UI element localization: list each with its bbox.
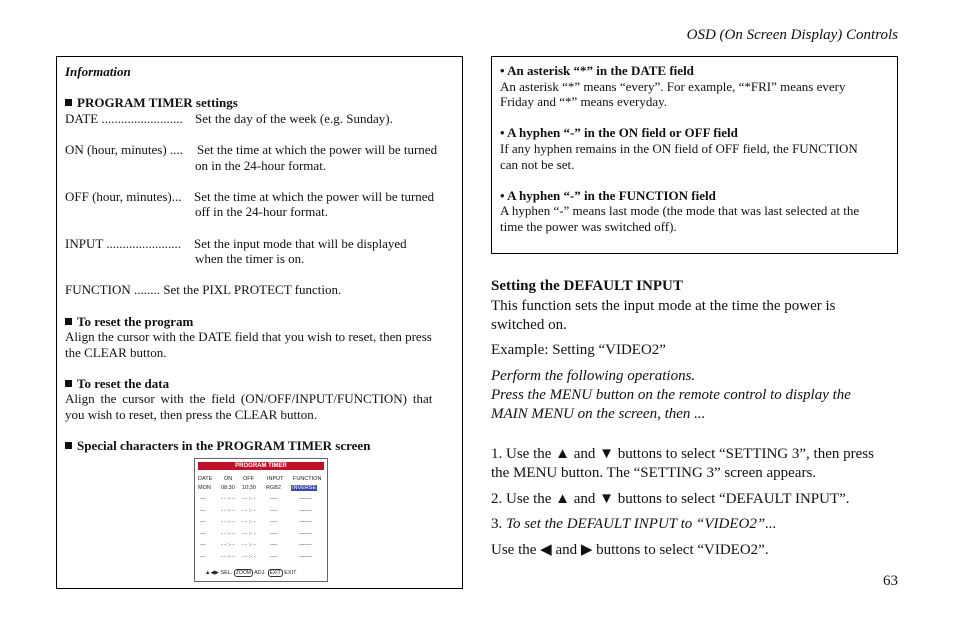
osd-empty-cell: ------- [299,496,312,502]
osd-empty-cell: - - :- - [242,530,256,537]
osd-empty-cell: - - :- - [242,519,256,525]
osd-empty-cell: - - :- - [221,542,235,548]
hyphen-on-off-heading: • A hyphen “-” in the ON field or OFF field [500,125,738,140]
zoom-key-icon: ZOOM [235,570,251,576]
osd-empty-cell: ---- [270,530,278,537]
bullet-square-icon [65,99,72,106]
osd-empty-cell: --- [200,496,206,502]
osd-empty-cell: --- [200,542,206,548]
program-timer-settings-heading: PROGRAM TIMER settings [65,95,238,111]
running-header: OSD (On Screen Display) Controls [686,27,898,43]
input-description-line1: Set the input mode that will be displayed [194,236,407,251]
osd-header-on: ON [224,476,233,482]
osd-empty-cell: ---- [270,553,278,560]
osd-empty-cell: --- [200,530,206,537]
special-characters-heading: Special characters in the PROGRAM TIMER screen [65,438,370,454]
osd-empty-cell: ---- [270,542,278,548]
osd-cell-on: 08:30 [221,485,235,491]
osd-empty-cell: - - :- - [221,553,235,560]
reset-data-heading: To reset the data [65,376,169,392]
osd-empty-cell: - - :- - [242,553,256,560]
osd-empty-cell: --- [200,507,206,514]
instruction-line2: Press the MENU button on the remote control to display the [491,387,851,403]
osd-empty-cell: - - :- - [242,496,256,502]
default-input-desc-line2: switched on. [491,317,567,333]
osd-header-off: OFF [243,476,254,482]
osd-empty-cell: - - :- - [242,507,256,514]
hyphen-function-heading: • A hyphen “-” in the FUNCTION field [500,188,716,203]
info-heading: Information [65,64,131,79]
step1-line2: the MENU button. The “SETTING 3” screen appears. [491,465,817,481]
osd-cell-input: RGB2 [266,485,281,491]
osd-title: PROGRAM TIMER [198,462,324,470]
default-input-desc-line1: This function sets the input mode at the time the power is [491,298,836,314]
exit-key-icon: EXIT [269,570,281,576]
reset-program-text-line2: the CLEAR button. [65,345,167,360]
input-label: INPUT ....................... [65,236,182,251]
osd-header-input: INPUT [267,476,284,482]
date-description: Set the day of the week (e.g. Sunday). [195,111,393,126]
notes-box [491,56,898,254]
reset-data-text-line1: Align the cursor with the field (ON/OFF/INPUT/FUNCTION) that [65,391,433,406]
bullet-square-icon [65,380,72,387]
instruction-line1: Perform the following operations. [491,368,696,384]
reset-data-text-line2: you wish to reset, then press the CLEAR button. [65,407,318,422]
program-timer-osd-screen [194,458,328,582]
off-description-line1: Set the time at which the power will be turned [194,189,435,204]
step4-line: Use the ◀ and ▶ buttons to select “VIDEO2”. [491,542,769,558]
input-description-line2: when the timer is on. [195,251,305,266]
hyphen-function-line2: time the power was switched off). [500,219,677,234]
bullet-square-icon [65,442,72,449]
asterisk-note-heading: • An asterisk “*” in the DATE field [500,63,694,78]
osd-empty-cell: ------- [299,519,312,525]
osd-empty-cell: - - :- - [242,542,256,548]
step2-line: 2. Use the ▲ and ▼ buttons to select “DEFAULT INPUT”. [491,491,850,507]
osd-cell-date: MON [198,485,211,491]
example-line: Example: Setting “VIDEO2” [491,342,666,358]
off-label: OFF (hour, minutes)... [65,189,182,204]
on-description-line1: Set the time at which the power will be turned [197,142,438,157]
osd-empty-cell: ------- [299,553,312,560]
osd-empty-cell: - - :- - [221,519,235,525]
step3-line: 3. To set the DEFAULT INPUT to “VIDEO2”... [491,516,777,532]
bullet-square-icon [65,318,72,325]
instruction-line3: MAIN MENU on the screen, then ... [491,406,706,422]
osd-cell-off: 10:30 [242,485,256,491]
default-input-title: Setting the DEFAULT INPUT [491,278,683,294]
osd-header-date: DATE [198,476,213,482]
asterisk-note-line1: An asterisk “*” means “every”. For example, “*FRI” means every [500,79,846,94]
osd-empty-cell: ---- [270,496,278,502]
page-number: 63 [883,573,898,589]
osd-empty-cell: --- [200,553,206,560]
reset-program-text-line1: Align the cursor with the DATE field that you wish to reset, then press [65,329,432,344]
osd-empty-cell: - - :- - [221,507,235,514]
reset-program-heading: To reset the program [65,314,193,330]
on-description-line2: on in the 24-hour format. [195,158,327,173]
on-label: ON (hour, minutes) .... [65,142,183,157]
off-description-line2: off in the 24-hour format. [195,204,328,219]
asterisk-note-line2: Friday and “*” means everyday. [500,94,668,109]
hyphen-on-off-line1: If any hyphen remains in the ON field of OFF field, the FUNCTION [500,141,858,156]
osd-empty-cell: - - :- - [221,530,235,537]
hyphen-on-off-line2: can not be set. [500,157,575,172]
osd-empty-cell: - - :- - [221,496,235,502]
function-line: FUNCTION ........ Set the PIXL PROTECT function. [65,282,342,297]
hyphen-function-line1: A hyphen “-” means last mode (the mode that was last selected at the [500,203,860,218]
osd-empty-cell: ---- [270,507,278,514]
osd-footer: ▲◀▶ SEL. ZOOM ADJ. EXIT EXIT [205,570,297,576]
osd-empty-cell: --- [200,519,206,525]
date-label: DATE ......................... [65,111,183,126]
osd-empty-cell: ------- [299,542,312,548]
step1-line1: 1. Use the ▲ and ▼ buttons to select “SETTING 3”, then press [491,446,874,462]
osd-empty-cell: ------- [299,507,312,514]
osd-empty-cell: ------- [299,530,312,537]
osd-cell-function: INVERSE [292,485,317,491]
osd-header-function: FUNCTION [293,476,322,482]
osd-empty-cell: ---- [270,519,278,525]
osd-arrows-icon: ▲◀▶ [205,570,219,576]
